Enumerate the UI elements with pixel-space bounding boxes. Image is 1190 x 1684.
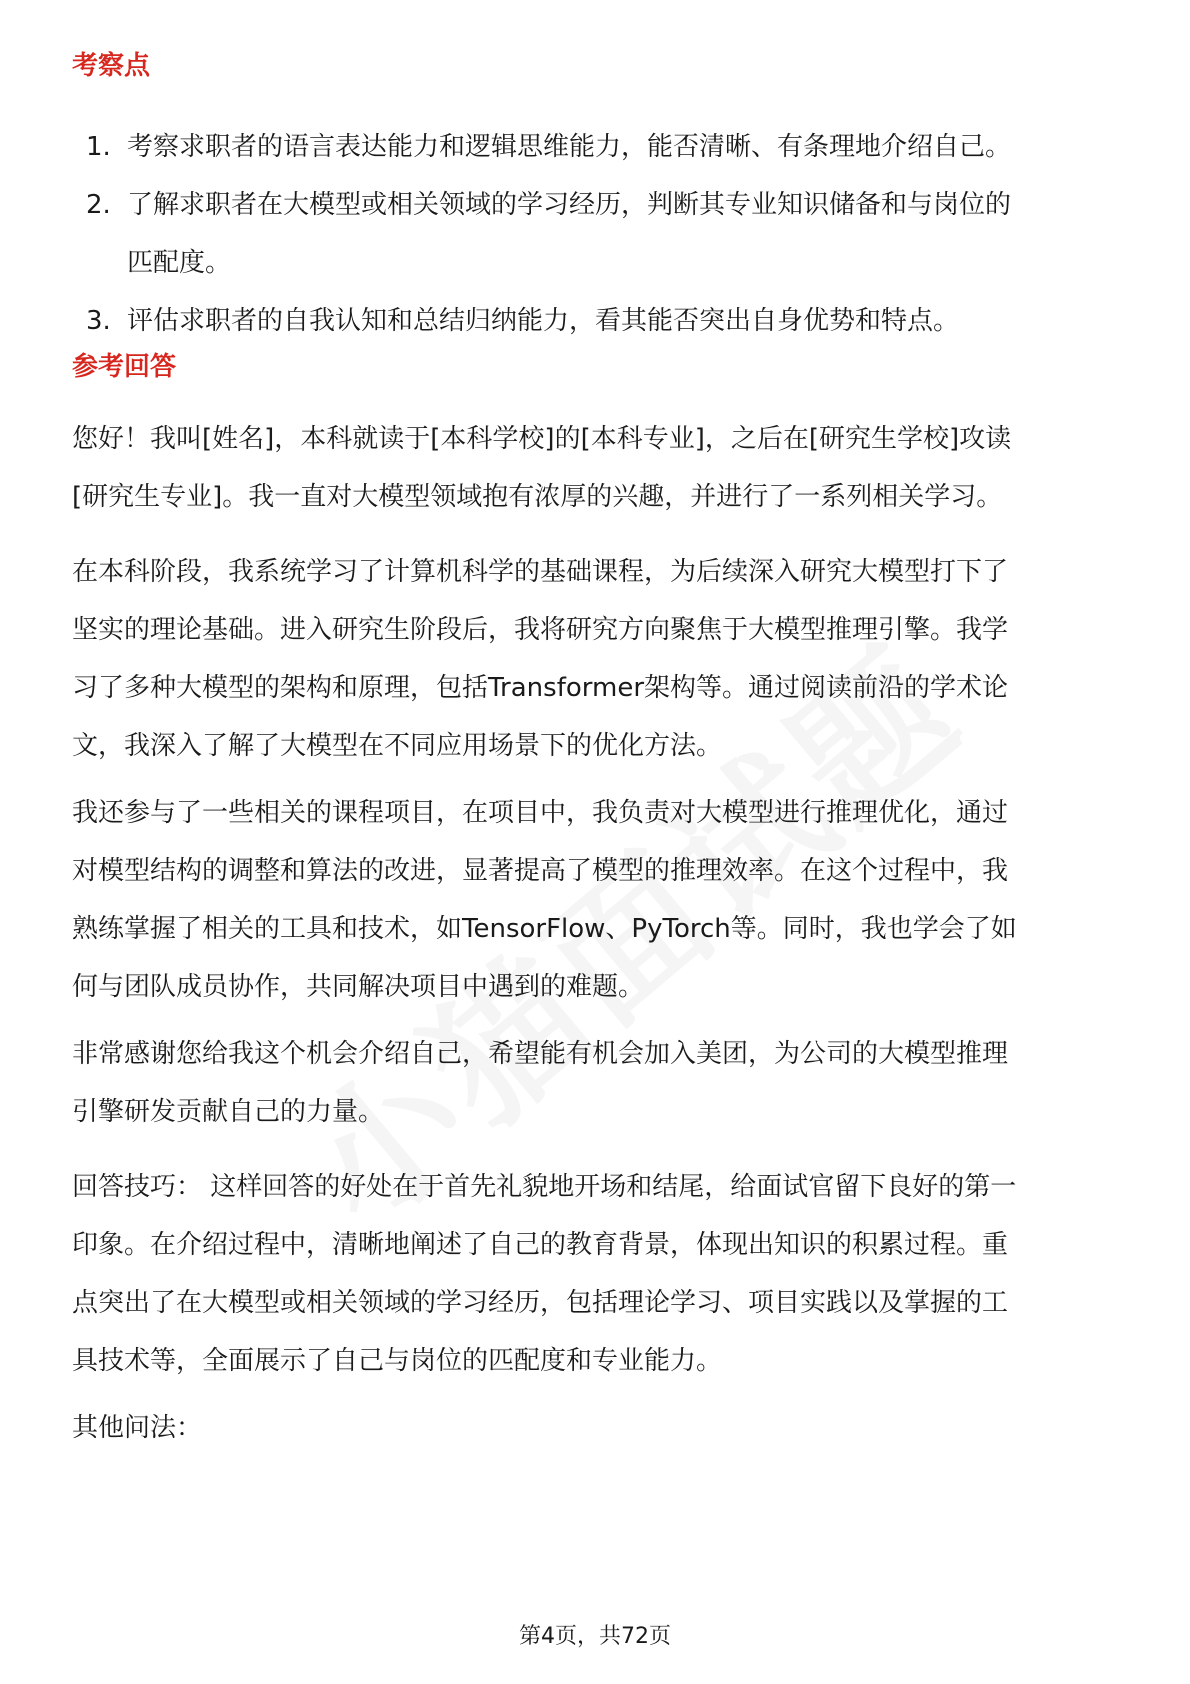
- exam-point-item: [72, 176, 1132, 292]
- answer-line: 其他问法：: [72, 1413, 203, 1443]
- answer-line: 引擎研发贡献自己的力量。: [72, 1097, 385, 1127]
- answer-line: [研究生专业]。我一直对大模型领域抱有浓厚的兴趣，并进行了一系列相关学习。: [72, 482, 1003, 512]
- exam-point-number: 1.: [86, 132, 111, 162]
- exam-point-item: [72, 292, 1132, 350]
- answer-paragraph: [72, 410, 1132, 526]
- section-heading-exam: 考察点: [72, 51, 151, 81]
- exam-points-list: [72, 118, 1132, 350]
- section-heading-answer: 参考回答: [72, 352, 177, 382]
- answer-line: 具技术等，全面展示了自己与岗位的匹配度和专业能力。: [72, 1346, 723, 1376]
- answer-line: 习了多种大模型的架构和原理，包括Transformer架构等。通过阅读前沿的学术论: [72, 673, 1009, 703]
- exam-point-text: 匹配度。: [127, 248, 232, 278]
- answer-line: 印象。在介绍过程中，清晰地阐述了自己的教育背景，体现出知识的积累过程。重: [72, 1230, 1009, 1260]
- exam-point-number: 2.: [86, 190, 111, 220]
- answer-line: 文，我深入了解了大模型在不同应用场景下的优化方法。: [72, 731, 723, 761]
- exam-point-number: 3.: [86, 306, 111, 336]
- exam-point-text: 考察求职者的语言表达能力和逻辑思维能力，能否清晰、有条理地介绍自己。: [127, 132, 1012, 162]
- answer-line: 熟练掌握了相关的工具和技术，如TensorFlow、PyTorch等。同时，我也学会了如: [72, 914, 1017, 944]
- exam-point-text: 了解求职者在大模型或相关领域的学习经历，判断其专业知识储备和与岗位的: [127, 190, 1012, 220]
- answer-line: 回答技巧： 这样回答的好处在于首先礼貌地开场和结尾，给面试官留下良好的第一: [72, 1172, 1017, 1202]
- answer-line: 非常感谢您给我这个机会介绍自己，希望能有机会加入美团，为公司的大模型推理: [72, 1039, 1009, 1069]
- answer-line: 对模型结构的调整和算法的改进，显著提高了模型的推理效率。在这个过程中，我: [72, 856, 1009, 886]
- answer-paragraph: [72, 1025, 1132, 1141]
- answer-paragraph: [72, 784, 1132, 1016]
- answer-paragraph: [72, 1158, 1132, 1390]
- exam-point-item: [72, 118, 1132, 176]
- answer-line: 在本科阶段，我系统学习了计算机科学的基础课程，为后续深入研究大模型打下了: [72, 557, 1009, 587]
- page-footer: 第4页，共72页: [519, 1624, 671, 1649]
- exam-point-text: 评估求职者的自我认知和总结归纳能力，看其能否突出自身优势和特点。: [127, 306, 960, 336]
- answer-paragraph: [72, 1399, 1132, 1457]
- answer-line: 您好！我叫[姓名]，本科就读于[本科学校]的[本科专业]，之后在[研究生学校]攻读: [72, 424, 1012, 454]
- answer-line: 点突出了在大模型或相关领域的学习经历，包括理论学习、项目实践以及掌握的工: [72, 1288, 1009, 1318]
- answer-line: 何与团队成员协作，共同解决项目中遇到的难题。: [72, 972, 645, 1002]
- answer-line: 我还参与了一些相关的课程项目，在项目中，我负责对大模型进行推理优化，通过: [72, 798, 1009, 828]
- answer-line: 坚实的理论基础。进入研究生阶段后，我将研究方向聚焦于大模型推理引擎。我学: [72, 615, 1009, 645]
- answer-paragraph: [72, 543, 1132, 775]
